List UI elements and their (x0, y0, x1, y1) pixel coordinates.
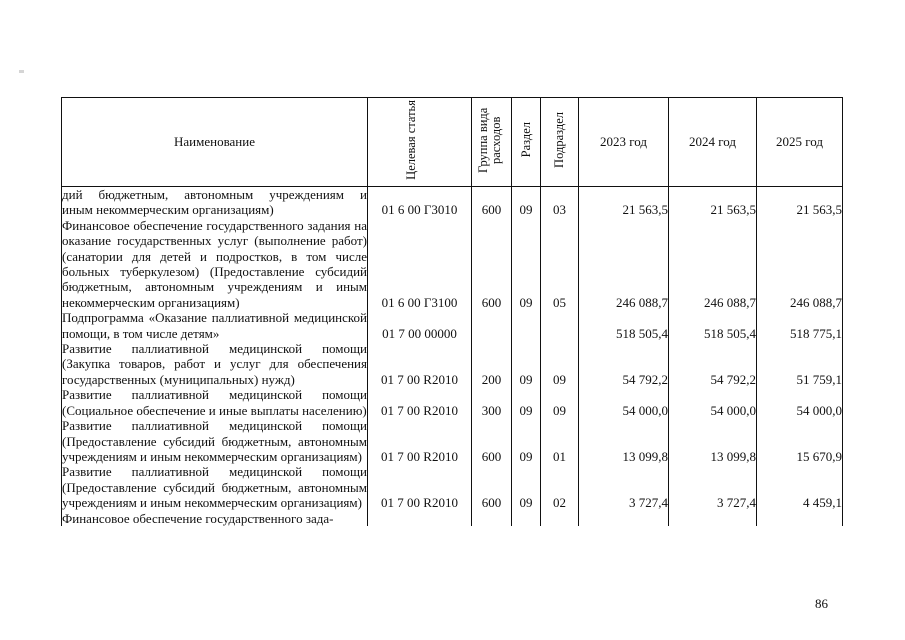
row-2023: 21 563,5 (579, 187, 669, 218)
row-2025: 246 088,7 (757, 218, 843, 310)
row-2023: 54 792,2 (579, 341, 669, 387)
header-section-text: Раздел (518, 122, 533, 158)
table-row (62, 418, 843, 464)
row-subsection: 01 (541, 418, 579, 464)
row-name-line: дий бюджетным, автономным учреждениям и (62, 187, 367, 202)
header-target-article-text: Целевая статья (403, 100, 418, 180)
row-2025: 518 775,1 (757, 310, 843, 341)
row-subsection (541, 511, 579, 526)
row-2023: 54 000,0 (579, 387, 669, 418)
row-2025: 15 670,9 (757, 418, 843, 464)
row-2025 (757, 511, 843, 526)
row-2024 (669, 511, 757, 526)
header-subsection-text: Подраздел (552, 112, 566, 168)
row-section: 09 (512, 187, 541, 218)
page-number: 86 (815, 596, 828, 611)
row-2024: 3 727,4 (669, 464, 757, 510)
row-name: Развитие паллиативной медицинской помощи (Предоставление субсидий бюджетным, автономным учреждениям и иным некоммерческим организациям) (62, 418, 367, 464)
row-name (62, 187, 368, 218)
row-2023: 518 505,4 (579, 310, 669, 341)
row-code: 01 7 00 R2010 (368, 464, 472, 510)
table-row (62, 218, 843, 310)
row-name: Развитие паллиативной медицинской помощи (Закупка товаров, работ и услуг для обеспечения государственных (муниципальных) нужд) (62, 341, 367, 387)
table-row (62, 341, 843, 387)
row-section: 09 (512, 464, 541, 510)
row-2025: 21 563,5 (757, 187, 843, 218)
row-group: 600 (472, 218, 512, 310)
header-expense-group-text: Группа вида расходов (475, 107, 503, 173)
row-name-line: иным некоммерческим организациям) (62, 202, 274, 218)
header-section (512, 98, 541, 187)
row-2024: 21 563,5 (669, 187, 757, 218)
row-2025: 51 759,1 (757, 341, 843, 387)
header-name: Наименование (62, 98, 368, 187)
row-subsection: 09 (541, 341, 579, 387)
row-2024: 518 505,4 (669, 310, 757, 341)
row-group: 200 (472, 341, 512, 387)
row-name: Развитие паллиативной медицинской помощи (Социальное обеспечение и иные выплаты населению) (62, 387, 367, 418)
table-row (62, 310, 843, 341)
row-subsection: 02 (541, 464, 579, 510)
row-subsection: 05 (541, 218, 579, 310)
row-group (472, 310, 512, 341)
row-section: 09 (512, 341, 541, 387)
row-name: Развитие паллиативной медицинской помощи (Предоставление субсидий бюджетным, автономным учреждениям и иным некоммерческим организациям) (62, 464, 367, 511)
row-code: 01 6 00 Г3100 (368, 218, 472, 310)
row-code: 01 7 00 R2010 (368, 341, 472, 387)
header-subsection (541, 98, 579, 187)
header-expense-group (472, 98, 512, 187)
row-name: Подпрограмма «Оказание паллиативной медицинской помощи, в том числе детям» (62, 310, 367, 341)
header-2023: 2023 год (579, 98, 669, 187)
row-name: Финансовое обеспечение государственного задания на оказание государственных услуг (выполнение работ) (санатории для детей и подростков, в том числе больных туберкулезом) (Предоставление субсидий бюджетным, автономным учреждениям и иным некоммерческим организациям) (62, 217, 367, 310)
row-code: 01 6 00 Г3010 (368, 187, 472, 218)
row-code: 01 7 00 R2010 (368, 418, 472, 464)
row-group: 600 (472, 418, 512, 464)
scan-artifact (19, 70, 24, 73)
row-2024: 54 000,0 (669, 387, 757, 418)
row-group: 600 (472, 187, 512, 218)
row-2024: 13 099,8 (669, 418, 757, 464)
header-2024: 2024 год (669, 98, 757, 187)
row-name: Финансовое обеспечение государственного зада- (62, 511, 368, 526)
row-section: 09 (512, 387, 541, 418)
row-section (512, 511, 541, 526)
row-2025: 4 459,1 (757, 464, 843, 510)
row-2023: 3 727,4 (579, 464, 669, 510)
header-2025: 2025 год (757, 98, 843, 187)
row-subsection: 03 (541, 187, 579, 218)
header-target-article (368, 98, 472, 187)
row-section: 09 (512, 418, 541, 464)
row-subsection: 09 (541, 387, 579, 418)
row-2023 (579, 511, 669, 526)
row-section (512, 310, 541, 341)
table-row (62, 511, 843, 526)
budget-table (61, 97, 843, 526)
row-code (368, 511, 472, 526)
row-subsection (541, 310, 579, 341)
table-row (62, 187, 843, 218)
row-2024: 54 792,2 (669, 341, 757, 387)
row-2025: 54 000,0 (757, 387, 843, 418)
row-group (472, 511, 512, 526)
table-row (62, 387, 843, 418)
table-header-row (62, 98, 843, 187)
row-2023: 13 099,8 (579, 418, 669, 464)
row-2024: 246 088,7 (669, 218, 757, 310)
row-2023: 246 088,7 (579, 218, 669, 310)
row-section: 09 (512, 218, 541, 310)
table-row (62, 464, 843, 510)
row-code: 01 7 00 R2010 (368, 387, 472, 418)
row-group: 600 (472, 464, 512, 510)
row-group: 300 (472, 387, 512, 418)
row-code: 01 7 00 00000 (368, 310, 472, 341)
